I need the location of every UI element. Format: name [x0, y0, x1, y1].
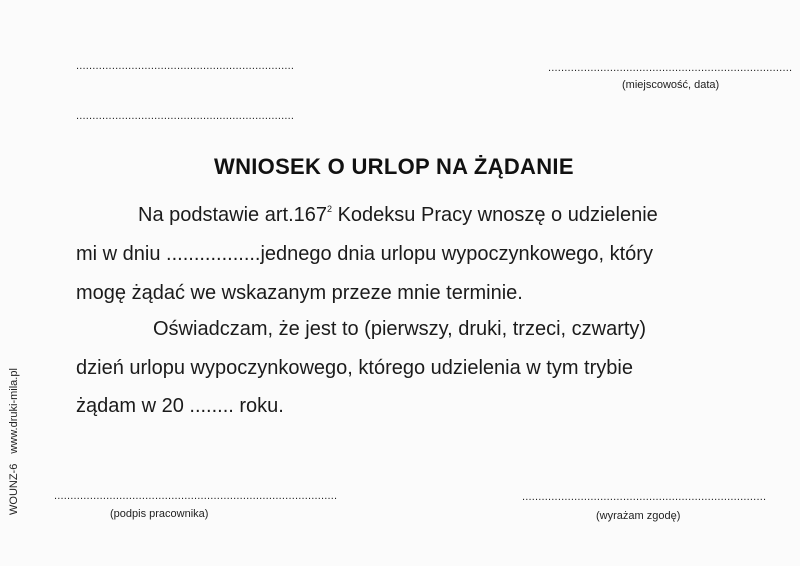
place-date-blank-line: ........................................................................... — [548, 62, 793, 74]
header-blank-line-1: ................................................................... — [76, 60, 295, 72]
employee-signature-caption: (podpis pracownika) — [110, 508, 209, 520]
publisher-url: www.druki-mila.pl — [8, 368, 20, 454]
employee-signature-line: ....................................................................................... — [54, 490, 338, 502]
body-line-1-text-a: Na podstawie art.167 — [138, 204, 328, 226]
body-line-2: mi w dniu .................jednego dnia urlopu wypoczynkowego, który — [76, 243, 653, 265]
body-line-1 — [138, 204, 658, 227]
form-code: WOUNZ-6 — [8, 463, 20, 515]
body-line-1-text-b: Kodeksu Pracy wnoszę o udzielenie — [332, 204, 658, 226]
article-superscript: 2 — [327, 204, 333, 214]
side-imprint — [8, 368, 20, 515]
place-date-caption: (miejscowość, data) — [622, 79, 720, 91]
approval-signature-line: ........................................................................... — [522, 491, 767, 503]
body-line-4: Oświadczam, że jest to (pierwszy, druki, trzeci, czwarty) — [153, 318, 647, 340]
header-blank-line-2: ................................................................... — [76, 110, 295, 122]
body-line-5: dzień urlopu wypoczynkowego, którego udzielenia w tym trybie — [76, 357, 633, 379]
body-line-6: żądam w 20 ........ roku. — [76, 395, 284, 417]
document-title: WNIOSEK O URLOP NA ŻĄDANIE — [214, 154, 574, 179]
body-line-3: mogę żądać we wskazanym przeze mnie terminie. — [76, 282, 523, 304]
approval-caption: (wyrażam zgodę) — [596, 510, 681, 522]
